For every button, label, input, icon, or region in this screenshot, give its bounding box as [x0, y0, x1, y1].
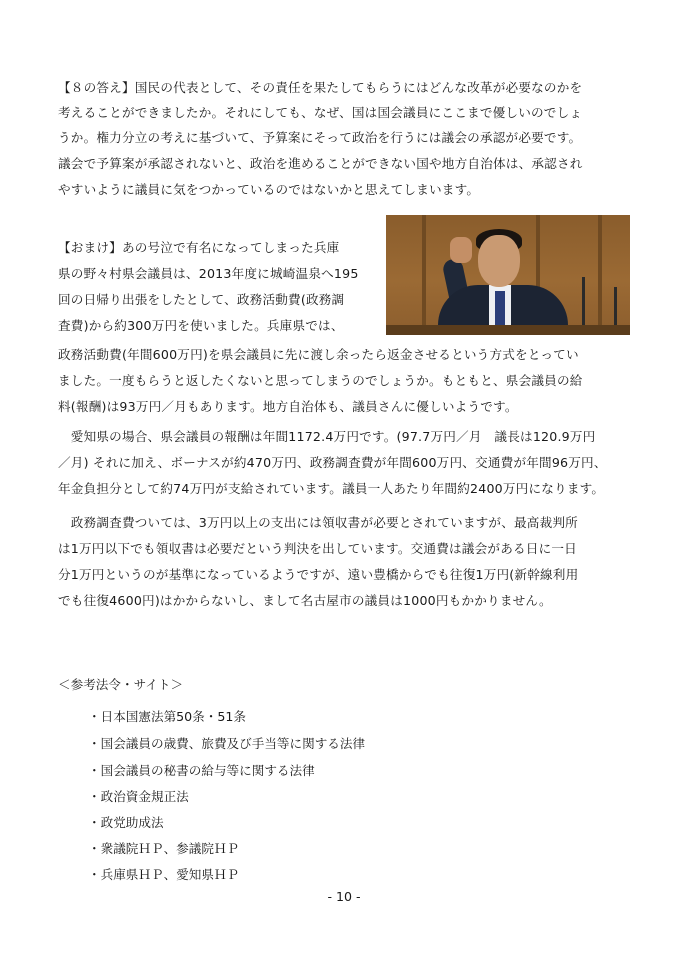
page-number: - 10 -: [327, 889, 361, 904]
answer-line: うか。権力分立の考えに基づいて、予算案にそって政治を行うには議会の承認が必要です。: [58, 130, 582, 145]
omake-line: ました。一度もらうと返したくないと思ってしまうのでしょうか。もともと、県会議員の給: [58, 373, 583, 388]
aichi-line: 年金負担分として約74万円が支給されています。議員一人あたり年間約2400万円になります。: [58, 481, 605, 496]
omake-line: 県の野々村県会議員は、2013年度に城崎温泉へ195: [58, 266, 359, 281]
research-line: 政務調査費ついては、3万円以上の支出には領収書が必要とされていますが、最高裁判所: [58, 515, 578, 530]
answer-line: 考えることができましたか。それにしても、なぜ、国は国会議員にここまで優しいのでしょ: [58, 105, 583, 120]
reference-item: ・兵庫県ＨＰ、愛知県ＨＰ: [88, 867, 240, 882]
omake-line: 回の日帰り出張をしたとして、政務活動費(政務調: [58, 292, 345, 307]
aichi-line: ／月) それに加え、ボーナスが約470万円、政務調査費が年間600万円、交通費が年間96万円、: [58, 455, 607, 470]
reference-item: ・政治資金規正法: [88, 789, 189, 804]
omake-line: 料(報酬)は93万円／月もあります。地方自治体も、議員さんに優しいようです。: [58, 399, 518, 414]
omake-line: 【おまけ】あの号泣で有名になってしまった兵庫: [58, 240, 340, 255]
omake-line: 査費)から約300万円を使いました。兵庫県では、: [58, 318, 344, 333]
answer-line: 【８の答え】国民の代表として、その責任を果たしてもらうにはどんな改革が必要なのかを: [58, 80, 583, 95]
reference-item: ・国会議員の歳費、旅費及び手当等に関する法律: [88, 736, 366, 751]
research-line: でも往復4600円)はかからないし、まして名古屋市の議員は1000円もかかりません。: [58, 593, 552, 608]
reference-item: ・国会議員の秘書の給与等に関する法律: [88, 763, 315, 778]
politician-photo: [386, 215, 630, 335]
reference-item: ・衆議院ＨＰ、参議院ＨＰ: [88, 841, 240, 856]
references-heading: ＜参考法令・サイト＞: [58, 677, 184, 692]
reference-item: ・日本国憲法第50条・51条: [88, 709, 246, 724]
omake-line: 政務活動費(年間600万円)を県会議員に先に渡し余ったら返金させるという方式をとってい: [58, 347, 579, 362]
reference-item: ・政党助成法: [88, 815, 164, 830]
answer-line: 議会で予算案が承認されないと、政治を進めることができない国や地方自治体は、承認され: [58, 156, 583, 171]
research-line: は1万円以下でも領収書は必要だという判決を出しています。交通費は議会がある日に一日: [58, 541, 577, 556]
answer-line: やすいように議員に気をつかっているのではないかと思えてしまいます。: [58, 182, 480, 197]
research-line: 分1万円というのが基準になっているようですが、遠い豊橋からでも往復1万円(新幹線利用: [58, 567, 579, 582]
aichi-line: 愛知県の場合、県会議員の報酬は年間1172.4万円です。(97.7万円／月 議長は120.9万円: [58, 429, 596, 444]
